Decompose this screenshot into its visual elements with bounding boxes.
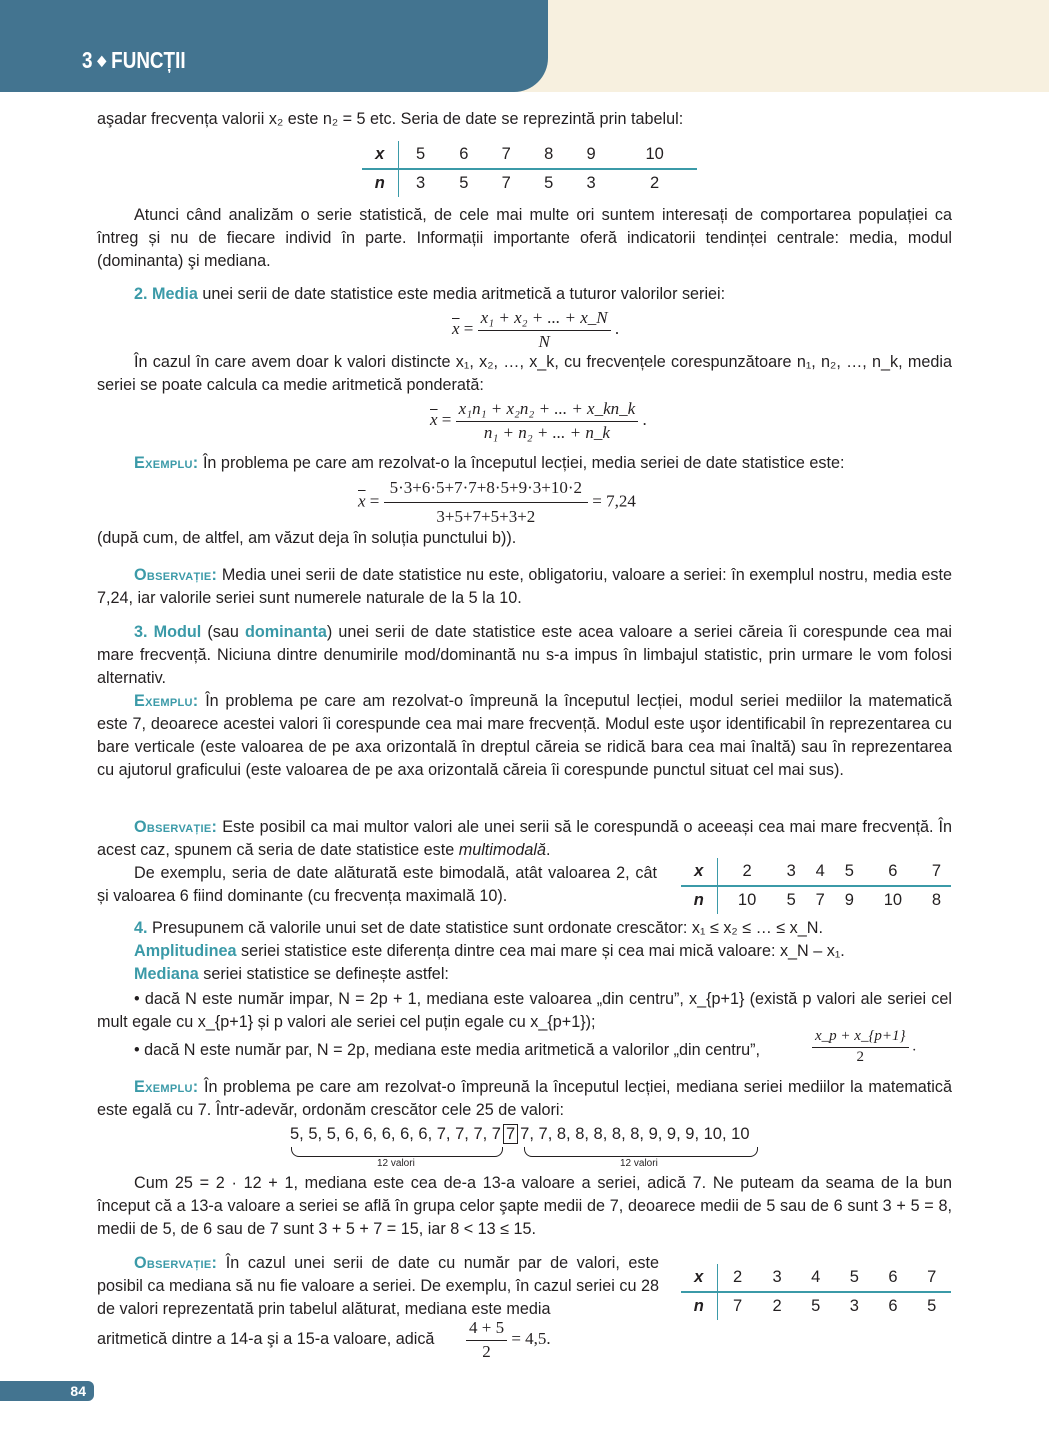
modul-definition: 3. Modul (sau dominanta) unei serii de date statistice este acea valoare a seriei căreia îi corespunde cea mai mare frecvență. Niciuna dintre denumirile mod/dominantă nu s-a impus în limbajul statistic, prin urmare le vom folosi alternativ. xyxy=(97,623,953,687)
intro-line: aşadar frecvența valorii x₂ este n₂ = 5 etc. Seria de date se reprezintă prin tabelul: xyxy=(97,110,684,128)
table-row-n: n 10 5 7 9 10 8 xyxy=(681,886,951,914)
chapter-title xyxy=(82,47,186,74)
frequency-table-even xyxy=(681,1264,951,1320)
page-number: 84 xyxy=(0,1381,94,1401)
formula-weighted-mean: $\overline{x}$ = $\frac{\text{x₁n₁ + x₂n₂ + ... + x\_kn\_k}}{\text{n₁ + n₂ + ... + n\_k}}$ . xyxy=(430,399,647,442)
term-amplitudinea: Amplitudinea xyxy=(134,942,237,960)
brace-right-label: 12 valori xyxy=(620,1158,658,1169)
chapter-name: FUNCȚII xyxy=(111,47,186,73)
example-label: Exemplu: xyxy=(134,692,199,710)
median-explanation: Cum 25 = 2 · 12 + 1, mediana este cea de-a 13-a valoare a seriei, adică 7. Ne puteam da seama de la bun început că a 13-a valoare a seriei se află în grupa celor şapte medii de 7, deoarece medii de 5 sau de 6 sunt 3 + 5 = 8, medii de 5, de 6 sau de 7 sunt 3 + 5 + 7 = 15, iar 8 < 13 ≤ 15. xyxy=(97,1174,952,1238)
table-row-n: n 7 2 5 3 6 5 xyxy=(681,1292,951,1320)
frequency-table-bimodal xyxy=(681,858,951,914)
chapter-header-band xyxy=(0,0,548,92)
modul-example: Exemplu: În problema pe care am rezolvat-o împreună la începutul lecției, modul seriei mediilor la matematică este 7, deoarece acestei valori îi corespunde cea mai mare frecvență. Modul este uşor identificabil în reprezentarea cu bare verticale (este valoarea de pe axa orizontală în dreptul căreia se ridică bara cea mai înaltă) sau în reprezentarea cu ajutorul graficului (este valoarea de pe axa orizontală căreia îi corespunde punctul situat cel mai sus). xyxy=(97,692,952,779)
table-row-x: x 2 3 4 5 6 7 xyxy=(681,1264,951,1292)
formula-even-example: $\frac{4 + 5}{2}$ = 4,5. xyxy=(466,1318,551,1362)
central-tendency-paragraph: Atunci când analizăm o serie statistică, de cele mai multe ori suntem interesați de comportarea populației ca întreg și nu de fiecare individ în parte. Informații importante oferă indicatorii tendinței centrale: media, modul (dominanta) şi mediana. xyxy=(97,206,952,270)
table-row-x: x 2 3 4 5 6 7 xyxy=(681,858,951,886)
example-label: Exemplu: xyxy=(134,1078,199,1096)
median-observation: Observație: În cazul unei serii de date cu număr par de valori, este posibil ca mediana să nu fie valoare a seriei. De exemplu, în cazul seriei cu 28 de valori reprezentată prin tabelul alăturat, mediana este media xyxy=(97,1254,659,1318)
term-modul: Modul xyxy=(153,623,202,641)
median-value-box: 7 xyxy=(503,1124,518,1144)
modul-observation: Observație: Este posibil ca mai multor valori ale unei serii să le corespundă o aceeași cea mai mare frecvență. În acest caz, spunem că seria de date statistice este multimodală. xyxy=(97,818,953,859)
media-example-note: (după cum, de altfel, am văzut deja în soluția punctului b)). xyxy=(97,529,517,547)
amplitude-definition: Amplitudinea seriei statistice este diferența dintre cea mai mare și cea mai mică valoare: x_N – x₁. xyxy=(134,942,845,960)
observation-label: Observație: xyxy=(134,818,218,836)
weighted-mean-text: În cazul în care avem doar k valori distincte x₁, x₂, …, x_k, cu frecvențele corespunzătoare n₁, n₂, …, n_k, media seriei se poate calcula ca medie aritmetică ponderată: xyxy=(97,353,952,394)
bullet-odd-n: • dacă N este număr impar, N = 2p + 1, mediana este valoarea „din centru”, x_{p+1} (există p valori ale seriei cel mult egale cu x_{p+1} și p valori ale seriei cel puțin egale cu x_{p+1}); xyxy=(97,990,952,1031)
ordered-series xyxy=(290,1125,750,1144)
term-media: Media xyxy=(152,285,198,303)
brace-left xyxy=(291,1147,503,1157)
bullet-even-n: • dacă N este număr par, N = 2p, mediana este media aritmetică a valorilor „din centru”, xyxy=(134,1041,761,1059)
median-definition: Mediana seriei statistice se definește astfel: xyxy=(134,965,449,983)
chapter-number: 3 xyxy=(82,47,93,73)
formula-example-mean: $\overline{x}$ = $\frac{5\cdot 3+6\cdot 5+7\cdot 7+8\cdot 5+9\cdot 3+10\cdot 2}{3+5+7+5+3+2}$ = 7,24 xyxy=(358,478,636,526)
series-left-group: 5, 5, 5, 6, 6, 6, 6, 6, 7, 7, 7, 7 xyxy=(290,1125,501,1143)
median-example: Exemplu: În problema pe care am rezolvat-o împreună la începutul lecției, mediana seriei mediilor la matematică este egală cu 7. Într-adevăr, ordonăm crescător cele 25 de valori: xyxy=(97,1078,952,1119)
brace-right xyxy=(524,1147,758,1157)
table-row-n: n 3 5 7 5 3 2 xyxy=(362,169,697,197)
media-observation: Observație: Media unei serii de date statistice nu este, obligatoriu, valoare a seriei: în exemplul nostru, media este 7,24, iar valorile seriei sunt numerele naturale de la 5 la 10. xyxy=(97,566,952,607)
diamond-icon: ◆ xyxy=(97,52,107,68)
term-mediana: Mediana xyxy=(134,965,199,983)
media-example: Exemplu: În problema pe care am rezolvat-o la începutul lecției, media seriei de date statistice este: xyxy=(134,454,845,472)
brace-left-label: 12 valori xyxy=(377,1158,415,1169)
ordered-values-text: 4. Presupunem că valorile unui set de date statistice sunt ordonate crescător: x₁ ≤ x₂ ≤ … ≤ x_N. xyxy=(134,919,823,937)
series-right-group: 7, 7, 8, 8, 8, 8, 8, 9, 9, 9, 10, 10 xyxy=(520,1125,750,1143)
term-dominanta: dominanta xyxy=(245,623,327,641)
example-label: Exemplu: xyxy=(134,454,199,472)
formula-even-median: $\frac{x\_p + x\_\{p+1\}}{2}$ . xyxy=(812,1028,916,1066)
formula-mean: $\overline{x}$ = $\frac{\text{x₁ + x₂ + ... + x\_N}}{N}$ . xyxy=(452,308,620,351)
median-observation-tail: aritmetică dintre a 14-a şi a 15-a valoare, adică xyxy=(97,1330,435,1348)
observation-label: Observație: xyxy=(134,1254,218,1272)
media-definition: 2. Media unei serii de date statistice este media aritmetică a tuturor valorilor seriei: xyxy=(134,285,726,303)
observation-label: Observație: xyxy=(134,566,218,584)
table-row-x: x 5 6 7 8 9 10 xyxy=(362,141,697,169)
bimodal-example: De exemplu, seria de date alăturată este bimodală, atât valoarea 2, cât și valoarea 6 fiind dominante (cu frecvența maximală 10). xyxy=(97,864,657,905)
frequency-table-1 xyxy=(362,141,697,197)
